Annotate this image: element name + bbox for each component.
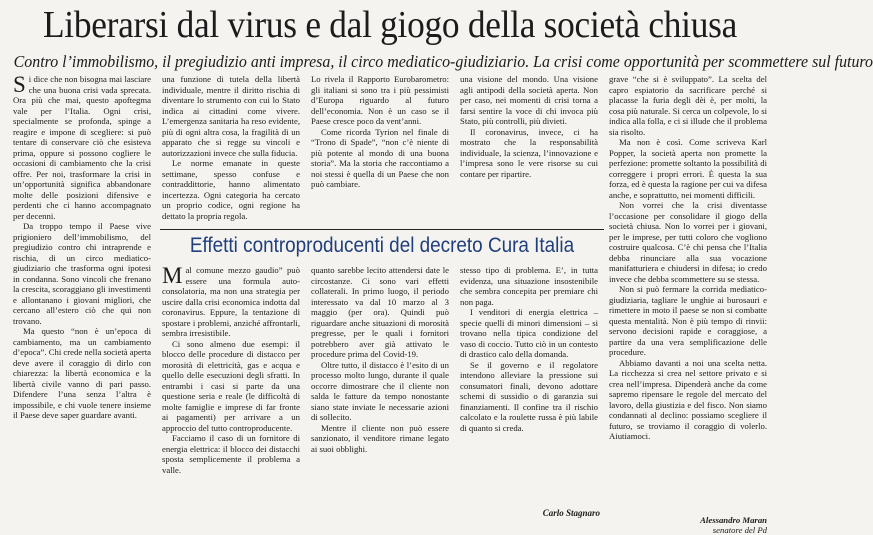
drop-cap: M	[162, 263, 183, 288]
paragraph: Se il governo e il regolatore intendono alleviare la pressione sui consumatori finali, devono adottare schemi di sussidio o di garanzia sui finanziamenti. Il confine tra il rischio calcolato e la roulette russa è più labile di quanto si creda.	[460, 359, 598, 433]
paragraph: Ma questo “non è un’epoca di cambiamento, ma un cambiamento d’epoca”. Chi crede nella società aperta deve avere il coraggio di dirlo con chiarezza: la libertà economica e la libertà civile vanno di pari passo. Difendere l’una senza l’altra è impossibile, e chi vuole tenere insieme il Paese deve saper guardare avanti.	[13, 326, 151, 420]
author-role: senatore del Pd	[712, 525, 767, 535]
article-b-column-3	[460, 265, 598, 507]
article-a-column-1	[13, 74, 151, 522]
article-a-column-5	[609, 74, 767, 522]
drop-cap: S	[13, 72, 26, 97]
paragraph: Abbiamo davanti a noi una scelta netta. La ricchezza si crea nel settore privato e si crea nell’impresa. Dipenderà anche da come sapremo ripensare le regole del mercato del lavoro, della giustizia e del fisco. Non siamo condannati al declino: possiamo scegliere il futuro, se troviamo il coraggio di volerlo. Aiutiamoci.	[609, 357, 767, 441]
paragraph: Il coronavirus, invece, ci ha mostrato che la responsabilità individuale, la scienza, l’innovazione e l’impresa sono le vere risorse su cui contare per ripartire.	[460, 126, 598, 179]
article-a-column-2	[162, 74, 300, 228]
paragraph: Ma non è così. Come scriveva Karl Popper, la società aperta non promette la perfezione: promette soltanto la possibilità di correggere i propri errori. È questa la sua forza, ed è questa la ragione per cui va difesa anche, e soprattutto, nei momenti difficili.	[609, 137, 767, 200]
article-b-column-2	[311, 265, 449, 522]
paragraph: quanto sarebbe lecito attendersi date le circostanze. Ci sono vari effetti collaterali. In primo luogo, il periodo interessato va dal 10 marzo al 3 maggio (per ora). Quindi può riguardare anche situazioni di morosità pregresse, per le quali i fornitori potrebbero aver già attivato le procedure prima del Covid-19.	[311, 265, 449, 359]
paragraph: una visione del mondo. Una visione agli antipodi della società aperta. Non per caso, nei momenti di crisi torna a farsi sentire la voce di chi invoca più Stato, più controlli, più divieti.	[460, 74, 598, 126]
article-a-column-3	[311, 74, 449, 228]
paragraph: Da troppo tempo il Paese vive prigioniero dell’immobilismo, del pregiudizio contro chi intraprende e rischia, di un circo mediatico-giudiziario che trasforma ogni ipotesi in condanna. Sono vincoli che frenano la crescita, scoraggiano gli investimenti e allontanano i giovani migliori, che cercano all’estero ciò che qui non trovano.	[13, 221, 151, 326]
paragraph: Lo rivela il Rapporto Eurobarometro: gli italiani si sono tra i più pessimisti d’Europa riguardo al futuro dell’economia. Non è un caso se il Paese cresce poco da vent’anni.	[311, 74, 449, 126]
author-name: Alessandro Maran	[700, 515, 767, 525]
paragraph: Non vorrei che la crisi diventasse l’occasione per consolidare il giogo della società chiusa. Non lo vorrei per i giovani, per le imprese, per tutti coloro che vogliono costruire qualcosa. C’è chi pensa che l’Italia debba rinunciare alla sua vocazione manifatturiera e chiudersi in difesa; io credo invece che debba scommettere su se stessa.	[609, 200, 767, 284]
paragraph: Facciamo il caso di un fornitore di energia elettrica: il blocco dei distacchi sposta semplicemente il problema a valle.	[162, 433, 300, 475]
article-a-column-4	[460, 74, 598, 228]
paragraph: Ci sono almeno due esempi: il blocco delle procedure di distacco per morosità di elettricità, gas e acqua e quello delle esecuzioni degli sfratti. In entrambi i casi si parte da una questione seria e reale (le difficoltà di molte famiglie e imprese di far fronte ai pagamenti) per arrivare a un approccio del tutto controproducente.	[162, 338, 300, 433]
paragraph: una funzione di tutela della libertà individuale, mentre il diritto rischia di diventare lo strumento con cui lo Stato indica ai cittadini come vivere. L’emergenza sanitaria ha reso evidente, più di ogni altra cosa, la fragilità di un apparato che si regge su vincoli e autorizzazioni invece che sulla fiducia.	[162, 74, 300, 158]
deck-subtitle: Contro l’immobilismo, il pregiudizio anti impresa, il circo mediatico-giudiziario. La crisi come opportunità per scommettere sul futuro	[13, 52, 873, 71]
paragraph: stesso tipo di problema. E’, in tutta evidenza, una situazione insostenibile che sembra concepita per premiare chi non paga.	[460, 265, 598, 307]
paragraph: I venditori di energia elettrica – specie quelli di minori dimensioni – si trovano nella tipica condizione del vaso di coccio. Tutto ciò in un contesto di drastico calo della domanda.	[460, 307, 598, 359]
headline: Liberarsi dal virus e dal giogo della società chiusa	[42, 4, 738, 46]
paragraph: Oltre tutto, il distacco è l’esito di un processo molto lungo, durante il quale occorre dimostrare che il cliente non salda le fatture da tempo nonostante siano state inviate le necessarie azioni di sollecito.	[311, 359, 449, 422]
paragraph: Mentre il cliente non può essere sanzionato, il venditore rimane legato ai suoi obblighi.	[311, 422, 449, 454]
paragraph: Si dice che non bisogna mai lasciare che una buona crisi vada sprecata. Ora più che mai, questo apoftegma vale per l’Italia. Ogni crisi, specialmente se profonda, spinge a reagire e impone di scegliere: si può tentare di conservare ciò che esisteva prima, oppure si possono cogliere le occasioni di cambiamento che la crisi offre. Per noi, trasformare la crisi in un’opportunità significa abbandonare molte delle posizioni difensive e perdenti che ci hanno accompagnato per decenni.	[13, 72, 151, 221]
paragraph: Le norme emanate in queste settimane, spesso confuse e contraddittorie, hanno alimentato incertezza. Ogni categoria ha cercato un proprio codice, ogni regione ha dettato la propria regola.	[162, 158, 300, 221]
inset-title: Effetti controproducenti del decreto Cura Italia	[189, 234, 575, 257]
paragraph: Mal comune mezzo gaudio” può essere una formula auto-consolatoria, ma non una strategia per uscire dalla crisi economica indotta dal coronavirus. Eppure, la tentazione di spostare i problemi, anziché affrontarli, sembra irresistibile.	[162, 263, 300, 338]
paragraph: Come ricorda Tyrion nel finale di “Trono di Spade”, “non c’è niente di più potente al mondo di una buona storia”. Ma la storia che raccontiamo a noi stessi è quella di un Paese che non può cambiare.	[311, 126, 449, 189]
paragraph: grave “che si è sviluppato”. La scelta del capro espiatorio da sacrificare perché si placasse la furia degli dèi è, per molti, la cosa più naturale. Si cerca un colpevole, lo si indica alla folla, e ci si illude che il problema sia risolto.	[609, 74, 767, 137]
inset-signature: Carlo Stagnaro	[542, 508, 600, 518]
paragraph: Non si può fermare la corrida mediatico-giudiziaria, tagliare le unghie ai burosauri e rimettere in moto il paese se non si combatte questa mentalità. Non è più tempo di rinvii: servono decisioni rapide e coraggiose, a partire da una vera semplificazione delle procedure.	[609, 284, 767, 357]
article-b-column-1	[162, 265, 300, 522]
